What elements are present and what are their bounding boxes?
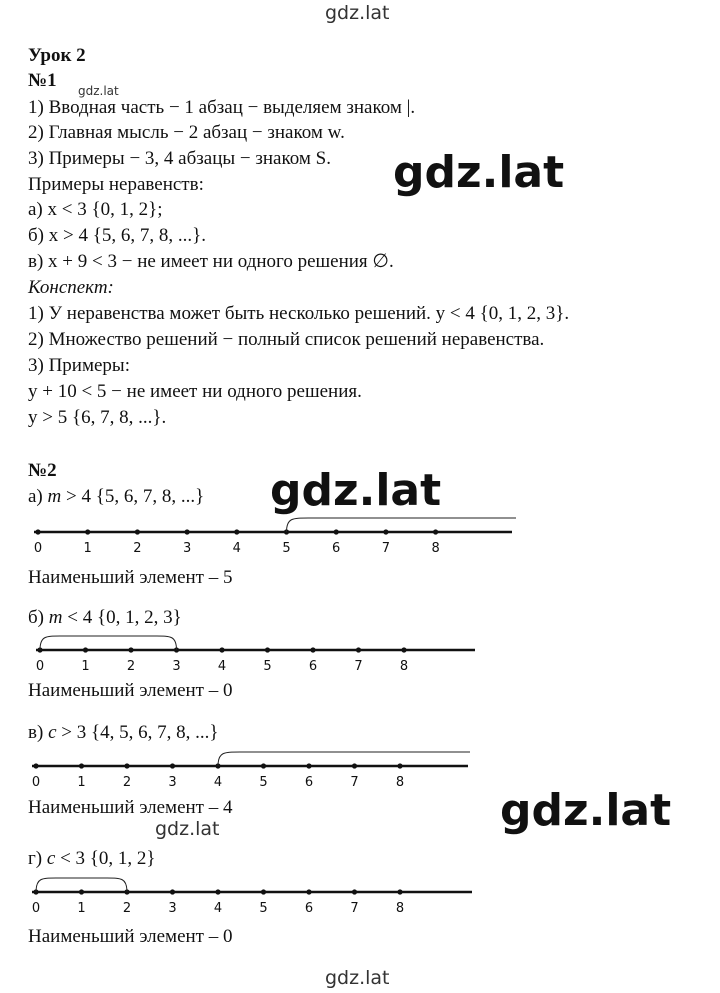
- tick-point: [433, 529, 438, 534]
- tick-label: 7: [381, 541, 391, 556]
- tick-label: 5: [282, 541, 291, 556]
- lesson-title: Урок 2: [28, 45, 86, 66]
- tick-label: 4: [213, 775, 223, 790]
- watermark-tiny: gdz.lat: [78, 84, 119, 98]
- tick-label: 3: [168, 901, 177, 916]
- tick-point: [128, 647, 133, 652]
- tick-point: [306, 889, 311, 894]
- tick-point: [306, 763, 311, 768]
- tick-point: [170, 889, 175, 894]
- task1-line-3: 3) Примеры − 3, 4 абзацы − знаком S.: [28, 148, 331, 169]
- summary-line-5: y > 5 {6, 7, 8, ...}.: [28, 407, 167, 428]
- tick-point: [334, 529, 339, 534]
- task1-heading: №1: [28, 70, 57, 91]
- tick-label: 1: [77, 901, 86, 916]
- part-letter: г): [28, 848, 43, 869]
- part-variable: m: [47, 486, 62, 507]
- solution-arc: [287, 518, 517, 532]
- tick-point: [356, 647, 361, 652]
- watermark-big-1: gdz.lat: [393, 147, 565, 198]
- tick-label: 2: [122, 901, 132, 916]
- tick-label: 0: [31, 901, 41, 916]
- tick-label: 3: [168, 775, 177, 790]
- tick-label: 2: [126, 659, 136, 674]
- watermark-big-3: gdz.lat: [500, 785, 672, 836]
- examples-title: Примеры неравенств:: [28, 174, 204, 195]
- tick-label: 5: [259, 901, 268, 916]
- watermark-mid: gdz.lat: [155, 818, 220, 840]
- tick-label: 7: [354, 659, 363, 674]
- summary-line-1: 1) У неравенства может быть несколько решений. y < 4 {0, 1, 2, 3}.: [28, 303, 570, 324]
- tick-label: 5: [263, 659, 272, 674]
- answer-c: Наименьший элемент – 4: [28, 797, 233, 818]
- tick-label: 0: [35, 659, 45, 674]
- summary-title: Конспект:: [28, 277, 114, 298]
- number-line-b: [0, 630, 540, 680]
- tick-point: [383, 529, 388, 534]
- tick-point: [215, 889, 220, 894]
- tick-point: [135, 529, 140, 534]
- tick-label: 1: [81, 659, 90, 674]
- tick-point: [261, 763, 266, 768]
- summary-line-4: y + 10 < 5 − не имеет ни одного решения.: [28, 381, 362, 402]
- tick-point: [401, 647, 406, 652]
- part-letter: а): [28, 486, 43, 507]
- watermark-bottom: gdz.lat: [325, 967, 390, 989]
- tick-label: 7: [350, 775, 359, 790]
- task2-part-c: [28, 722, 218, 744]
- tick-label: 4: [213, 901, 223, 916]
- part-inequality: > 3 {4, 5, 6, 7, 8, ...}: [56, 722, 219, 743]
- tick-point: [85, 529, 90, 534]
- solution-arc: [218, 752, 470, 766]
- tick-point: [124, 763, 129, 768]
- tick-point: [352, 889, 357, 894]
- tick-label: 0: [31, 775, 41, 790]
- tick-label: 6: [304, 775, 314, 790]
- tick-point: [83, 647, 88, 652]
- task1-line-2: 2) Главная мысль − 2 абзац − знаком w.: [28, 122, 345, 143]
- tick-point: [33, 763, 38, 768]
- part-variable: m: [48, 607, 63, 628]
- watermark-big-2: gdz.lat: [270, 465, 442, 516]
- tick-point: [79, 889, 84, 894]
- tick-label: 4: [217, 659, 227, 674]
- part-letter: в): [28, 722, 44, 743]
- number-line-a: [0, 512, 540, 562]
- tick-point: [219, 647, 224, 652]
- tick-point: [352, 763, 357, 768]
- example-b: б) x > 4 {5, 6, 7, 8, ...}.: [28, 225, 206, 246]
- tick-label: 2: [122, 775, 132, 790]
- tick-label: 6: [332, 541, 341, 556]
- watermark-top: gdz.lat: [325, 2, 390, 24]
- tick-label: 8: [399, 659, 409, 674]
- tick-point: [397, 889, 402, 894]
- task2-heading: №2: [28, 460, 57, 481]
- tick-label: 8: [395, 901, 405, 916]
- tick-point: [310, 647, 315, 652]
- part-variable: c: [48, 722, 57, 743]
- task2-part-b: [28, 607, 182, 629]
- tick-point: [170, 763, 175, 768]
- tick-point: [185, 529, 190, 534]
- tick-label: 6: [308, 659, 318, 674]
- answer-b: Наименьший элемент – 0: [28, 680, 233, 701]
- tick-label: 4: [232, 541, 241, 556]
- task2-part-a: [28, 486, 204, 508]
- answer-a: Наименьший элемент – 5: [28, 567, 233, 588]
- tick-label: 3: [182, 541, 192, 556]
- part-variable: c: [46, 848, 56, 869]
- part-inequality: > 4 {5, 6, 7, 8, ...}: [61, 486, 205, 507]
- part-letter: б): [28, 607, 44, 628]
- summary-line-3: 3) Примеры:: [28, 355, 130, 376]
- number-line-c: [0, 746, 540, 796]
- tick-point: [35, 529, 40, 534]
- tick-point: [265, 647, 270, 652]
- tick-label: 5: [259, 775, 268, 790]
- part-inequality: < 3 {0, 1, 2}: [55, 848, 156, 869]
- tick-label: 2: [133, 541, 142, 556]
- tick-label: 0: [33, 541, 43, 556]
- answer-d: Наименьший элемент – 0: [28, 926, 233, 947]
- task1-line-1: 1) Вводная часть − 1 абзац − выделяем знаком |.: [28, 97, 416, 118]
- tick-label: 8: [395, 775, 405, 790]
- tick-label: 1: [77, 775, 86, 790]
- summary-line-2: 2) Множество решений − полный список решений неравенства.: [28, 329, 545, 350]
- tick-label: 1: [83, 541, 92, 556]
- example-c: в) x + 9 < 3 − не имеет ни одного решения ∅.: [28, 251, 394, 272]
- tick-label: 8: [431, 541, 440, 556]
- tick-point: [234, 529, 239, 534]
- tick-point: [397, 763, 402, 768]
- solution-arc: [40, 636, 177, 650]
- number-line-d: [0, 872, 540, 922]
- example-a: а) x < 3 {0, 1, 2};: [28, 199, 163, 220]
- tick-label: 7: [350, 901, 359, 916]
- tick-label: 3: [172, 659, 181, 674]
- part-inequality: < 4 {0, 1, 2, 3}: [62, 607, 182, 628]
- task2-part-d: [28, 848, 156, 870]
- tick-point: [79, 763, 84, 768]
- tick-point: [261, 889, 266, 894]
- tick-label: 6: [304, 901, 314, 916]
